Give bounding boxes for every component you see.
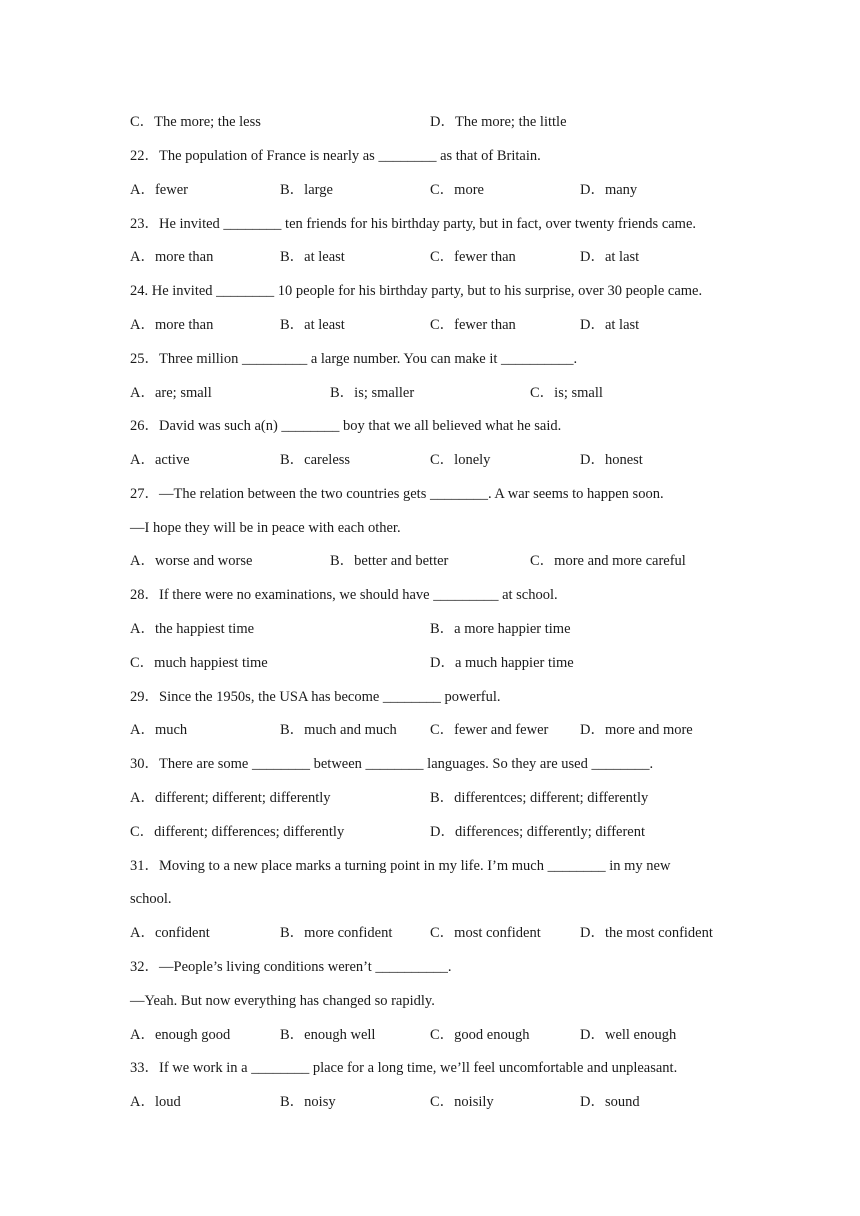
q26-option-a: A．active bbox=[130, 452, 190, 468]
q22-option-a: A．fewer bbox=[130, 182, 188, 198]
q31-stem: 31．Moving to a new place marks a turning point in my life. I’m much ________ in my new bbox=[130, 858, 671, 874]
q23-option-d: D．at last bbox=[580, 249, 640, 265]
q24-option-b: B．at least bbox=[280, 317, 345, 333]
q27-option-c: C．more and more careful bbox=[530, 553, 686, 569]
q33-option-a: A．loud bbox=[130, 1094, 181, 1110]
q22-stem: 22．The population of France is nearly as ________ as that of Britain. bbox=[130, 148, 541, 164]
q30-option-a: A．different; different; differently bbox=[130, 790, 331, 806]
q30-option-c: C．different; differences; differently bbox=[130, 824, 345, 840]
q29-option-c: C．fewer and fewer bbox=[430, 722, 549, 738]
q25-option-b: B．is; smaller bbox=[330, 385, 415, 401]
q25-stem: 25．Three million _________ a large number. You can make it __________. bbox=[130, 351, 578, 367]
q27-option-a: A．worse and worse bbox=[130, 553, 253, 569]
q24-option-c: C．fewer than bbox=[430, 317, 516, 333]
q29-stem: 29．Since the 1950s, the USA has become ________ powerful. bbox=[130, 689, 501, 705]
q27-stem: 27．—The relation between the two countries gets ________. A war seems to happen soon. bbox=[130, 486, 664, 502]
q32-stem-reply: —Yeah. But now everything has changed so rapidly. bbox=[130, 993, 435, 1009]
q28-option-d: D．a much happier time bbox=[430, 655, 574, 671]
q30-stem: 30．There are some ________ between ________ languages. So they are used ________. bbox=[130, 756, 654, 772]
q28-option-c: C．much happiest time bbox=[130, 655, 268, 671]
q24-option-d: D．at last bbox=[580, 317, 640, 333]
q28-option-b: B．a more happier time bbox=[430, 621, 571, 637]
q26-option-b: B．careless bbox=[280, 452, 351, 468]
q27-stem-reply: —I hope they will be in peace with each other. bbox=[130, 520, 401, 536]
q21-option-d: D．The more; the little bbox=[430, 114, 567, 130]
q31-option-b: B．more confident bbox=[280, 925, 393, 941]
q33-option-d: D．sound bbox=[580, 1094, 640, 1110]
q23-option-a: A．more than bbox=[130, 249, 214, 265]
q32-option-b: B．enough well bbox=[280, 1027, 376, 1043]
q25-option-a: A．are; small bbox=[130, 385, 212, 401]
q32-option-a: A．enough good bbox=[130, 1027, 231, 1043]
q23-stem: 23．He invited ________ ten friends for his birthday party, but in fact, over twenty friends came. bbox=[130, 216, 697, 232]
q32-option-c: C．good enough bbox=[430, 1027, 530, 1043]
q33-option-b: B．noisy bbox=[280, 1094, 336, 1110]
q21-option-c: C．The more; the less bbox=[130, 114, 261, 130]
q24-option-a: A．more than bbox=[130, 317, 214, 333]
q31-option-c: C．most confident bbox=[430, 925, 541, 941]
q28-stem: 28．If there were no examinations, we should have _________ at school. bbox=[130, 587, 558, 603]
q25-option-c: C．is; small bbox=[530, 385, 603, 401]
q22-option-b: B．large bbox=[280, 182, 333, 198]
q23-option-b: B．at least bbox=[280, 249, 345, 265]
q22-option-c: C．more bbox=[430, 182, 484, 198]
q24-stem: 24. He invited ________ 10 people for his birthday party, but to his surprise, over 30 people came. bbox=[130, 283, 703, 299]
q29-option-a: A．much bbox=[130, 722, 188, 738]
q31-option-a: A．confident bbox=[130, 925, 210, 941]
q30-option-b: B．differentces; different; differently bbox=[430, 790, 649, 806]
q29-option-b: B．much and much bbox=[280, 722, 397, 738]
q33-stem: 33．If we work in a ________ place for a long time, we’ll feel uncomfortable and unpleasant. bbox=[130, 1060, 678, 1076]
q27-option-b: B．better and better bbox=[330, 553, 449, 569]
q32-option-d: D．well enough bbox=[580, 1027, 677, 1043]
q22-option-d: D．many bbox=[580, 182, 638, 198]
q26-stem: 26．David was such a(n) ________ boy that we all believed what he said. bbox=[130, 418, 562, 434]
q26-option-c: C．lonely bbox=[430, 452, 491, 468]
q33-option-c: C．noisily bbox=[430, 1094, 494, 1110]
q28-option-a: A．the happiest time bbox=[130, 621, 255, 637]
q31-stem-continued: school. bbox=[130, 891, 172, 907]
q30-option-d: D．differences; differently; different bbox=[430, 824, 646, 840]
q26-option-d: D．honest bbox=[580, 452, 643, 468]
q23-option-c: C．fewer than bbox=[430, 249, 516, 265]
q31-option-d: D．the most confident bbox=[580, 925, 713, 941]
q29-option-d: D．more and more bbox=[580, 722, 693, 738]
q32-stem: 32．—People’s living conditions weren’t __________. bbox=[130, 959, 452, 975]
